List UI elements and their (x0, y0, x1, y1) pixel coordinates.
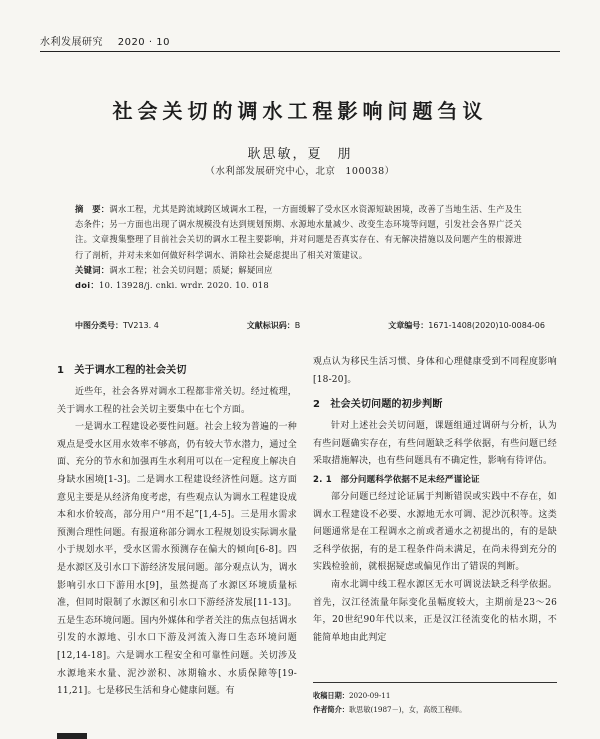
paragraph: 一是调水工程建设必要性问题。社会上较为普遍的一种观点是受水区用水效率不够高，仍有较大节水潜力，通过全面、充分的节水和加强再生水利用可以在一定程度上解决自身缺水困境[1-3]。二是调水工程建设经济性问题。这方面意见主要是从经济角度考虑，有些观点认为调水工程建设成本和水价较高，部分用户“用不起”[1,4-5]。三是用水需求预测合理性问题。有报道称部分调水工程规划设实际调水量小于规划水平，受水区需水预测存在偏大的倾向[6-8]。四是水源区及引水口下游经济发展问题。部分观点认为，调水影响引水口下游用水[9]，虽然提高了水源区环境质量标准，但同时限制了水源区和引水口下游经济发展[11-13]。五是生态环境问题。国内外媒体和学者关注的焦点包括调水引发的水源地、引水口下游及河流入海口生态环境问题[12,14-18]。六是调水工程安全和可靠性问题。关切涉及水源地来水量、泥沙淤积、冰期输水、水质保障等[19-11,21]。七是移民生活和身心健康问题。有 (57, 422, 297, 697)
paragraph: 部分问题已经过论证属于判断错误或实践中不存在，如调水工程建设不必要、水源地无水可调、泥沙沉积等。这类问题通常是在工程调水之前或者通水之初提出的，有的是缺乏科学依据，有的是工程条件尚未满足，在尚未得到充分的实践检验前，就根据疑虑或偏见作出了错误的判断。 (313, 491, 557, 573)
author-affiliation: （水利部发展研究中心，北京 100038） (205, 166, 395, 177)
paper-authors: 耿思敏，夏 朋 (247, 147, 353, 162)
keywords-label: 关键词： (75, 264, 110, 275)
keywords-text: 调水工程；社会关切问题；质疑；解疑回应 (109, 264, 273, 275)
page-marker (57, 733, 87, 739)
footnote (313, 682, 557, 717)
section-heading-2: 2 社会关切问题的初步判断 (313, 399, 443, 411)
paper-title: 社会关切的调水工程影响问题刍议 (112, 99, 488, 123)
received-date: 收稿日期：2020-09-11 (313, 691, 391, 700)
abstract-block (75, 202, 527, 293)
abstract (75, 202, 527, 263)
article-number: 文章编号：1671-1408(2020)10-0084-06 (388, 321, 545, 330)
author-bio: 作者简介：耿思敏(1987－)，女，高级工程师。 (313, 705, 467, 714)
abstract-label: 摘 要： (75, 204, 110, 214)
left-column (57, 354, 297, 701)
doi-label: doi： (75, 280, 99, 291)
running-header (40, 33, 560, 52)
paragraph: 近些年，社会各界对调水工程都非常关切。经过梳理，关于调水工程的社会关切主要集中在七个方面。 (57, 387, 297, 415)
clc-number: 中图分类号：TV213. 4 (75, 321, 159, 330)
document-code: 文献标识码：B (246, 321, 301, 330)
classification-row (75, 320, 545, 331)
paragraph: 针对上述社会关切问题，课题组通过调研与分析，认为有些问题确实存在，有些问题缺乏科学依据，有些问题已经采取措施解决，也有些问题具有不确定性，影响有待评估。 (313, 421, 557, 467)
abstract-text: 调水工程，尤其是跨流域跨区域调水工程，一方面缓解了受水区水资源短缺困境，改善了当地生活、生产及生态条件；另一方面也出现了调水规模没有达到规划预期、水源地水量减少、改变生态环境等问题，引发社会各界广泛关注。文章搜集整理了目前社会关切的调水工程主要影响，并对问题是否真实存在、有无解决措施以及问题产生的根源进行了剖析，并对未来如何做好科学调水、消除社会疑虑提出了相关对策建议。 (75, 204, 523, 260)
issue-number: 2020 · 10 (117, 37, 170, 48)
section-heading-1: 1 关于调水工程的社会关切 (57, 365, 187, 376)
paragraph: 南水北调中线工程水源区无水可调说法缺乏科学依据。首先，汉江径流量年际变化虽幅度较大，主期前是23～26年，20世纪90年代以来，正是汉江径流变化的枯水期，不能简单地由此判定 (313, 579, 557, 643)
paragraph: 观点认为移民生活习惯、身体和心理健康受到不同程度影响[18-20]。 (313, 357, 557, 385)
keywords (75, 263, 527, 278)
doi-text: 10. 13928/j. cnki. wrdr. 2020. 10. 018 (98, 280, 269, 291)
doi (75, 278, 527, 293)
right-column (313, 354, 557, 647)
journal-name: 水利发展研究 (40, 37, 103, 48)
subsection-heading-2-1: 2. 1 部分问题科学依据不足未经严谨论证 (313, 474, 480, 485)
